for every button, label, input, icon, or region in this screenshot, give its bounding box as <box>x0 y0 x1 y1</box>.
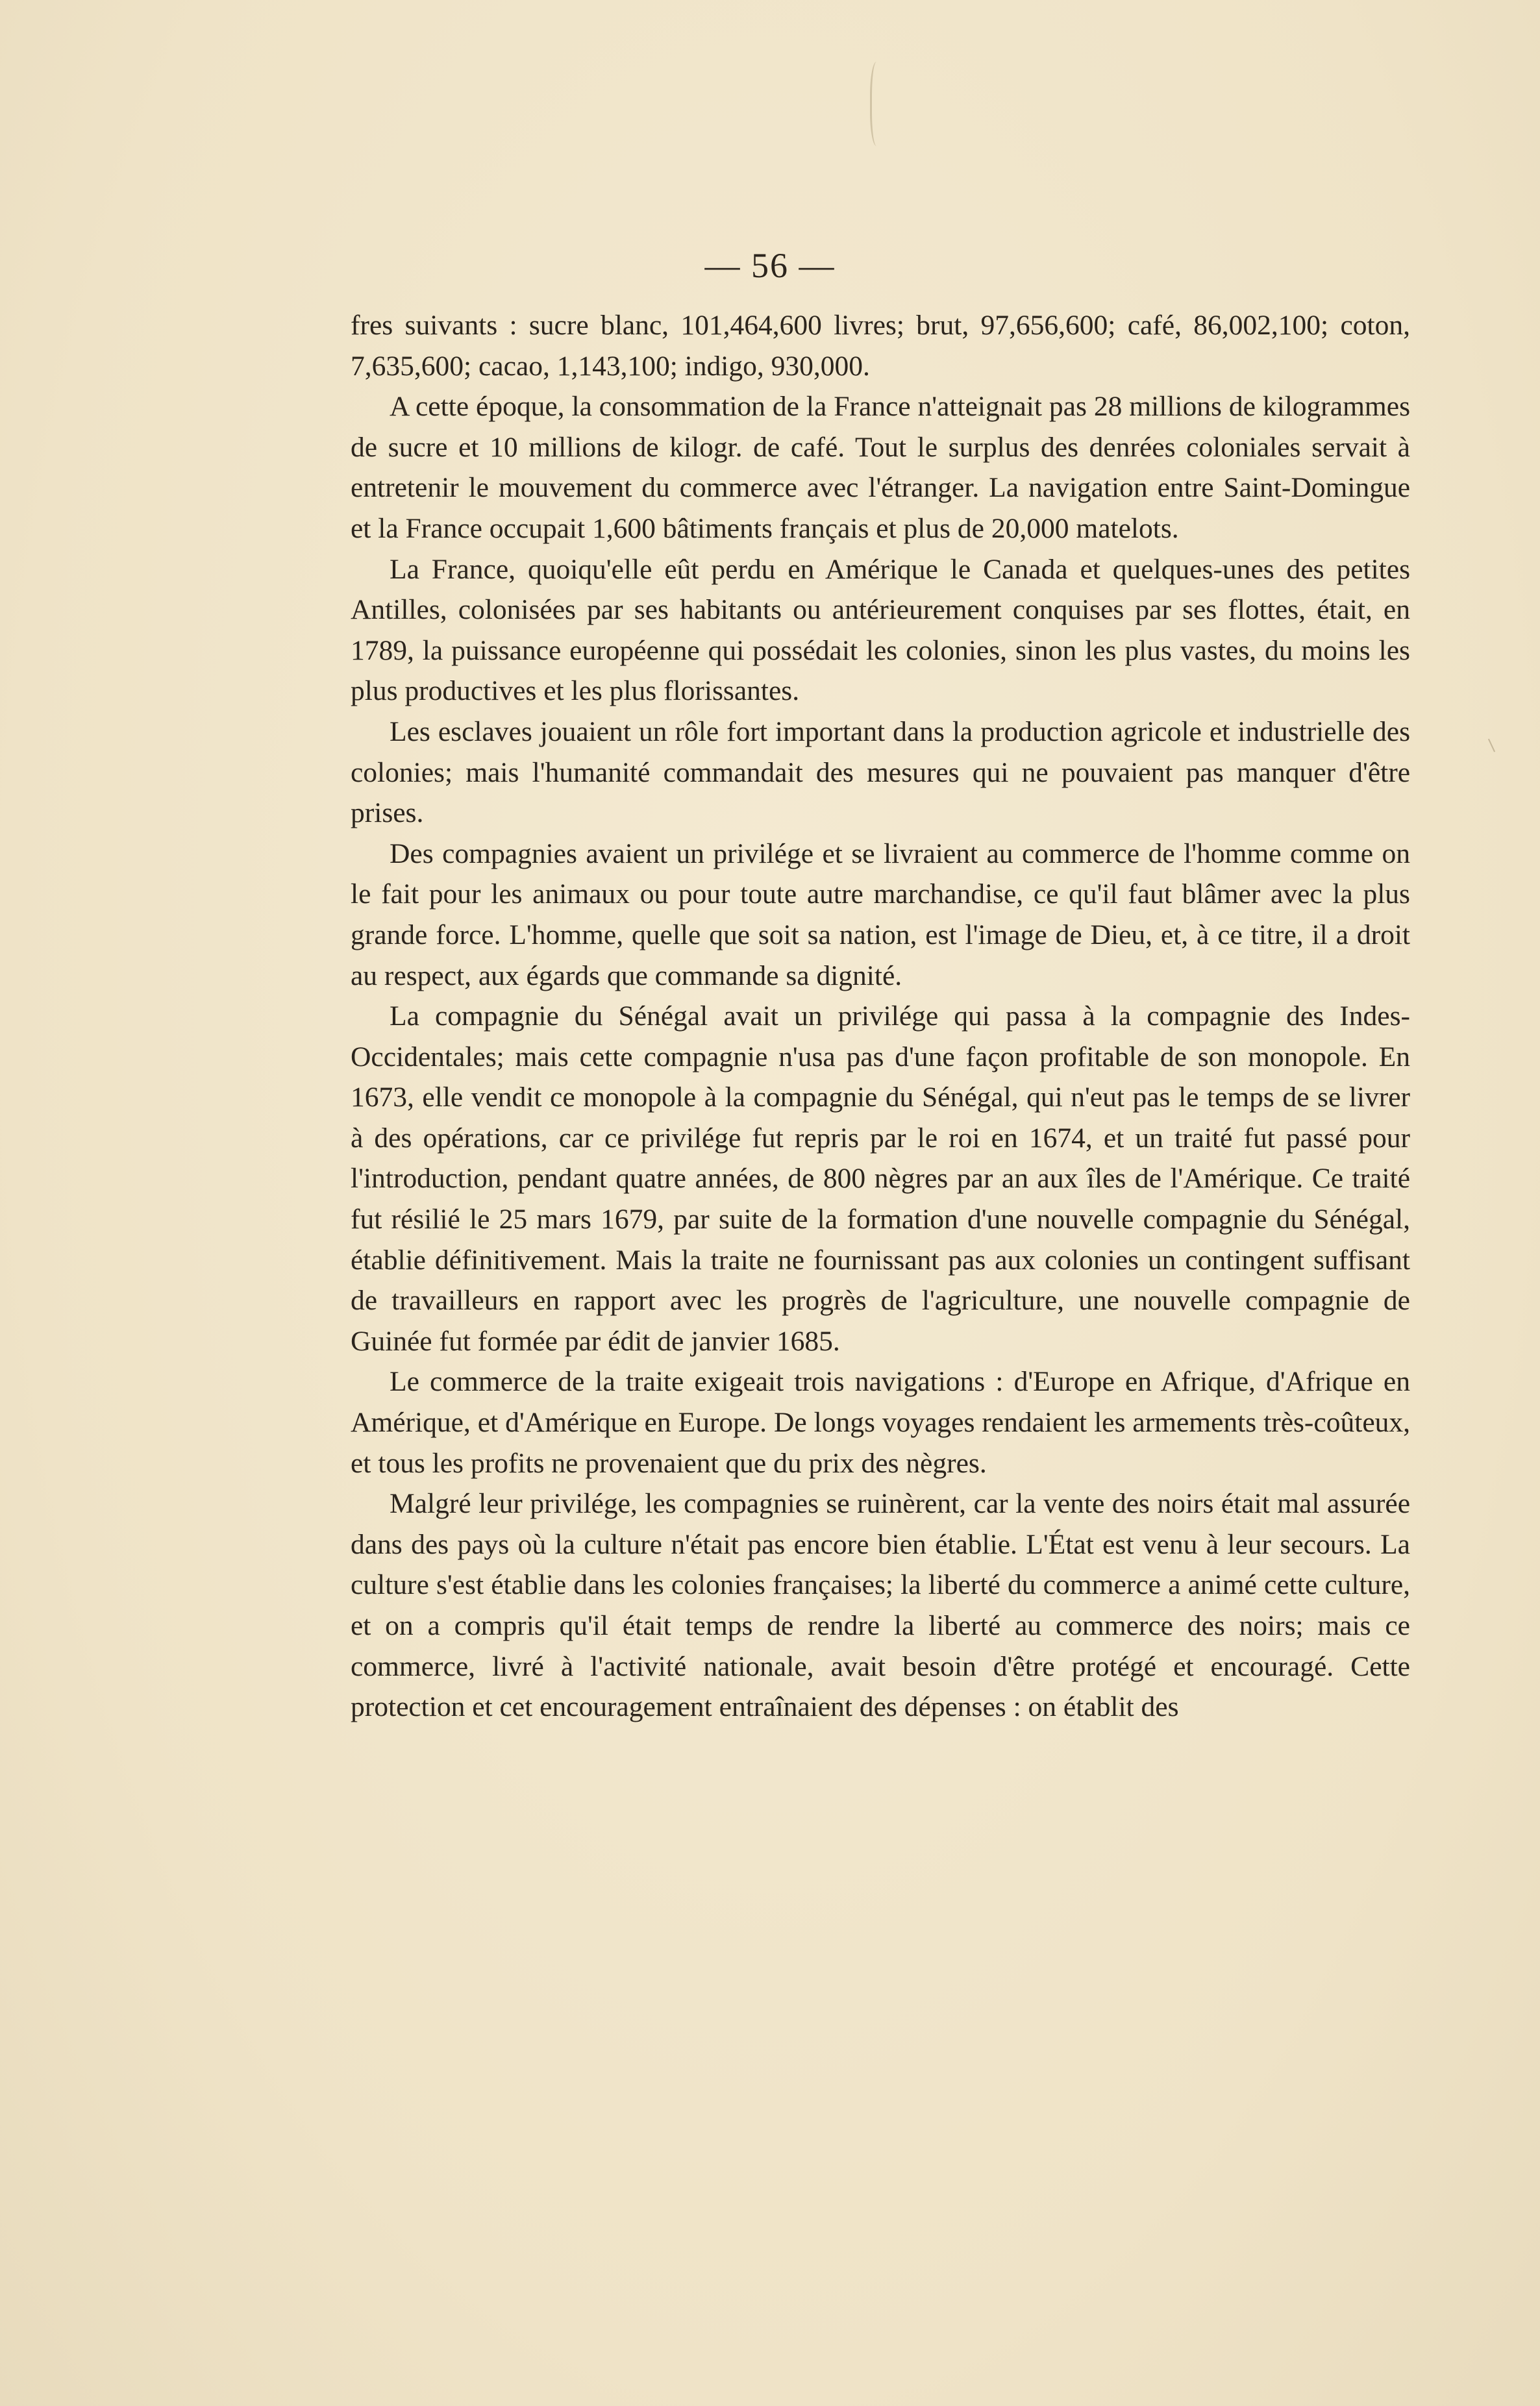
paragraph-8: Malgré leur privilége, les compagnies se ruinèrent, car la vente des noirs était mal assurée dans des pays où la culture n'était pas encore bien établie. L'État est venu à leur secours. La culture s'est établie dans les colonies françaises; la liberté du commerce a animé cette culture, et on a compris qu'il était temps de rendre la liberté au commerce des noirs; mais ce commerce, livré à l'activité nationale, avait besoin d'être protégé et encouragé. Cette protection et cet encouragement entraînaient des dépenses : on établit des <box>351 1488 1410 1723</box>
paragraph-7: Le commerce de la traite exigeait trois navigations : d'Europe en Afrique, d'Afrique en Amérique, et d'Amérique en Europe. De longs voyages rendaient les armements très-coûteux, et tous les profits ne provenaient que du prix des nègres. <box>351 1366 1410 1479</box>
paragraph-6: La compagnie du Sénégal avait un privilége qui passa à la compagnie des Indes-Occidentales; mais cette compagnie n'usa pas d'une façon profitable de son monopole. En 1673, elle vendit ce monopole à la compagnie du Sénégal, qui n'eut pas le temps de se livrer à des opérations, car ce privilége fut repris par le roi en 1674, et un traité fut passé pour l'introduction, pendant quatre années, de 800 nègres par an aux îles de l'Amérique. Ce traité fut résilié le 25 mars 1679, par suite de la formation d'une nouvelle compagnie du Sénégal, établie définitivement. Mais la traite ne fournissant pas aux colonies un contingent suffisant de travailleurs en rapport avec les progrès de l'agriculture, une nouvelle compagnie de Guinée fut formée par édit de janvier 1685. <box>351 1000 1410 1357</box>
body-text <box>351 305 1410 1728</box>
paragraph-4: Les esclaves jouaient un rôle fort important dans la production agricole et industrielle des colonies; mais l'humanité commandait des mesures qui ne pouvaient pas manquer d'être prises. <box>351 715 1410 829</box>
paragraph-1: fres suivants : sucre blanc, 101,464,600 livres; brut, 97,656,600; café, 86,002,100; coton, 7,635,600; cacao, 1,143,100; indigo, 930,000. <box>351 310 1410 382</box>
margin-mark <box>870 62 886 146</box>
margin-speck <box>1488 736 1501 752</box>
page-number: — 56 — <box>704 246 836 285</box>
paragraph-3: La France, quoiqu'elle eût perdu en Amérique le Canada et quelques-unes des petites Antilles, colonisées par ses habitants ou antérieurement conquises par ses flottes, était, en 1789, la puissance européenne qui possédait les colonies, sinon les plus vastes, du moins les plus productives et les plus florissantes. <box>351 553 1410 707</box>
paragraph-5: Des compagnies avaient un privilége et se livraient au commerce de l'homme comme on le fait pour les animaux ou pour toute autre marchandise, ce qu'il faut blâmer avec la plus grande force. L'homme, quelle que soit sa nation, est l'image de Dieu, et, à ce titre, il a droit au respect, aux égards que commande sa dignité. <box>351 837 1410 991</box>
paragraph-2: A cette époque, la consommation de la France n'atteignait pas 28 millions de kilogrammes de sucre et 10 millions de kilogr. de café. Tout le surplus des denrées coloniales servait à entretenir le mouvement du commerce avec l'étranger. La navigation entre Saint-Domingue et la France occupait 1,600 bâtiments français et plus de 20,000 matelots. <box>351 391 1410 544</box>
